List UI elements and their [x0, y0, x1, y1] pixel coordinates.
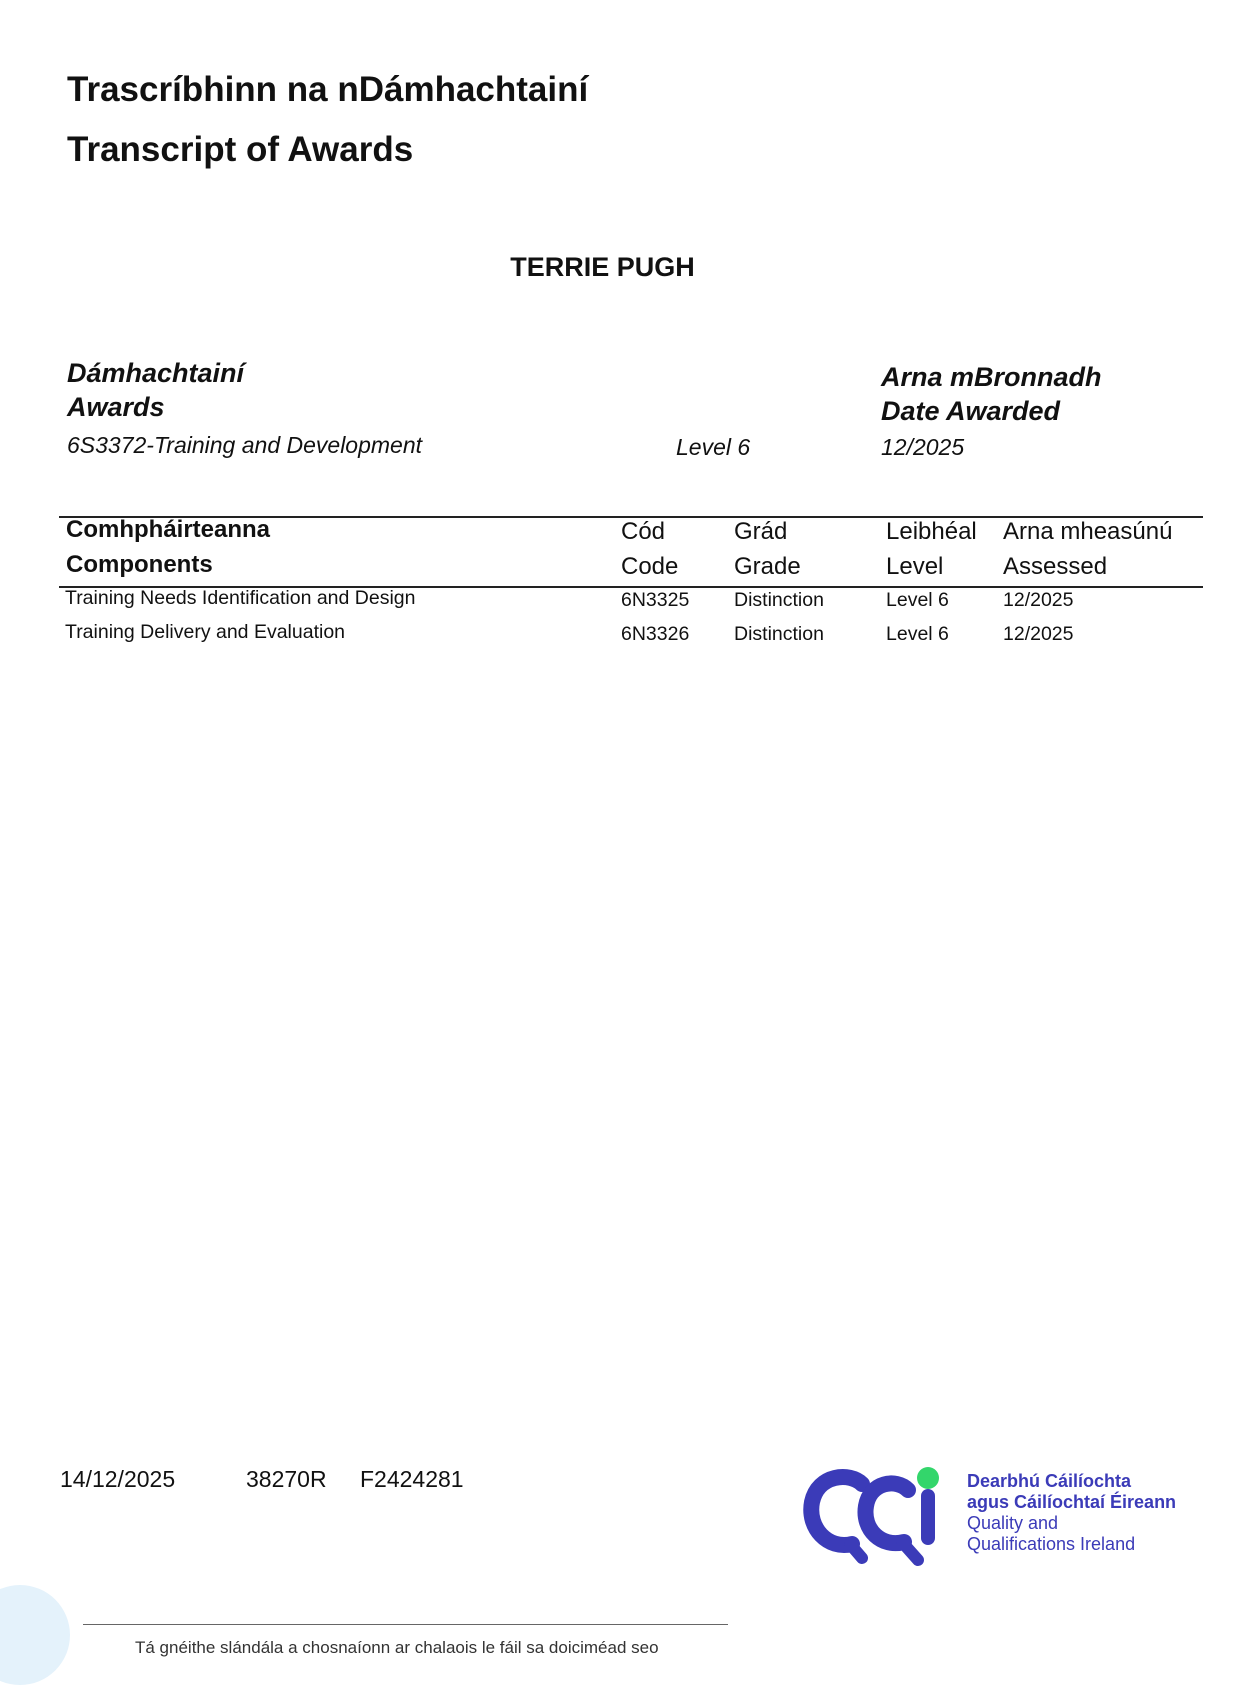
component-name: Training Needs Identification and Design — [65, 587, 416, 609]
qqi-logo-icon — [800, 1460, 960, 1570]
component-code: 6N3325 — [621, 589, 690, 611]
security-note: Tá gnéithe slándála a chosnaíonn ar chalaois le fáil sa doiciméad seo — [135, 1638, 659, 1657]
component-code: 6N3326 — [621, 623, 690, 645]
col-header-code-english: Code — [621, 553, 679, 580]
component-name: Training Delivery and Evaluation — [65, 621, 346, 643]
award-title: 6S3372-Training and Development — [67, 432, 423, 458]
page-title-english: Transcript of Awards — [67, 130, 414, 169]
col-header-components-english: Components — [66, 551, 213, 578]
col-header-assessed-irish: Arna mheasúnú — [1003, 518, 1173, 545]
component-level: Level 6 — [886, 589, 949, 611]
component-grade: Distinction — [734, 623, 824, 645]
col-header-level-english: Level — [886, 553, 944, 580]
issue-date: 14/12/2025 — [60, 1466, 176, 1492]
award-date: 12/2025 — [881, 434, 965, 460]
col-header-grade-irish: Grád — [734, 518, 788, 545]
award-level: Level 6 — [676, 434, 751, 460]
scan-artifact — [0, 1585, 70, 1685]
certificate-number: F2424281 — [360, 1466, 464, 1492]
awards-heading-english: Awards — [67, 392, 165, 422]
component-assessed: 12/2025 — [1003, 623, 1074, 645]
col-header-components-irish: Comhpháirteanna — [66, 516, 271, 543]
logo-text-line1: Dearbhú Cáilíochta — [967, 1471, 1132, 1491]
col-header-level-irish: Leibhéal — [886, 518, 977, 545]
date-awarded-heading-english: Date Awarded — [881, 396, 1061, 426]
reference-code: 38270R — [246, 1466, 327, 1492]
component-assessed: 12/2025 — [1003, 589, 1074, 611]
component-level: Level 6 — [886, 623, 949, 645]
logo-text-line2: agus Cáilíochtaí Éireann — [967, 1492, 1177, 1512]
student-name: TERRIE PUGH — [510, 252, 695, 282]
col-header-grade-english: Grade — [734, 553, 801, 580]
date-awarded-heading-irish: Arna mBronnadh — [881, 362, 1102, 392]
awards-heading-irish: Dámhachtainí — [67, 358, 245, 388]
logo-text-line3: Quality and — [967, 1513, 1059, 1533]
footer-rule — [83, 1624, 728, 1625]
logo-text-line4: Qualifications Ireland — [967, 1534, 1136, 1554]
page-title-irish: Trascríbhinn na nDámhachtainí — [67, 70, 589, 109]
col-header-code-irish: Cód — [621, 518, 666, 545]
col-header-assessed-english: Assessed — [1003, 553, 1108, 580]
component-grade: Distinction — [734, 589, 824, 611]
